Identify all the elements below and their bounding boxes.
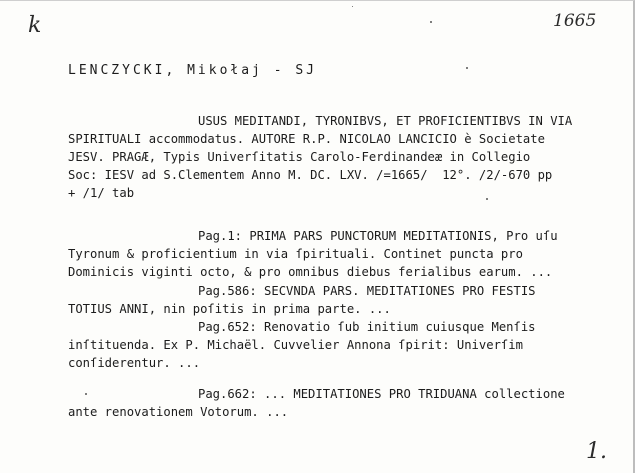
imprint-line-2: Soc: IESV ad S.Clementem Anno M. DC. LXV. /=1665/ 12°. /2/-670 pp (68, 168, 553, 182)
contents-entry-1-line-1: Pag.1: PRIMA PARS PUNCTORUM MEDITATIONIS, Pro uſu (198, 229, 558, 243)
paper-speck (486, 198, 488, 200)
contents-entry-1-line-2: Tyronum & proficientium in via ſpirituali. Continet puncta pro (68, 247, 523, 261)
author-heading: LENCZYCKI, Mikołaj - SJ (68, 63, 318, 78)
paper-speck (352, 6, 353, 7)
contents-entry-2-line-1: Pag.586: SECVNDA PARS. MEDITATIONES PRO FESTIS (198, 284, 536, 298)
paper-speck (466, 67, 468, 69)
contents-entry-1-line-3: Dominicis viginti octo, & pro omnibus diebus ferialibus earum. ... (68, 265, 553, 279)
contents-entry-3-line-3: conſiderentur. ... (68, 356, 201, 370)
paper-speck (430, 21, 432, 23)
title-line-2: SPIRITUALI accommodatus. AUTORE R.P. NICOLAO LANCICIO è Societate (68, 132, 545, 146)
handwritten-year-mark: 1665 (553, 11, 597, 31)
handwritten-card-number: 1. (586, 439, 607, 464)
contents-entry-2-line-2: TOTIUS ANNI, nin poſitis in prima parte. ... (68, 302, 391, 316)
contents-entry-4-line-2: ante renovationem Votorum. ... (68, 405, 289, 419)
title-line-1: USUS MEDITANDI, TYRONIBVS, ET PROFICIENTIBVS IN VIA (198, 114, 573, 128)
contents-entry-3-line-2: inſtituenda. Ex P. Michaël. Cuvvelier Annona ſpirit: Univerſim (68, 338, 523, 352)
imprint-line-1: JESV. PRAGÆ, Typis Univerſitatis Carolo-Ferdinandeæ in Collegio (68, 150, 531, 164)
collation-line: + /1/ tab (68, 186, 135, 200)
contents-entry-3-line-1: Pag.652: Renovatio ſub initium cuiusque Menſis (198, 320, 536, 334)
handwritten-letter-mark: k (28, 13, 42, 38)
paper-speck (85, 393, 87, 395)
contents-entry-4-line-1: Pag.662: ... MEDITATIONES PRO TRIDUANA collectione (198, 387, 565, 401)
